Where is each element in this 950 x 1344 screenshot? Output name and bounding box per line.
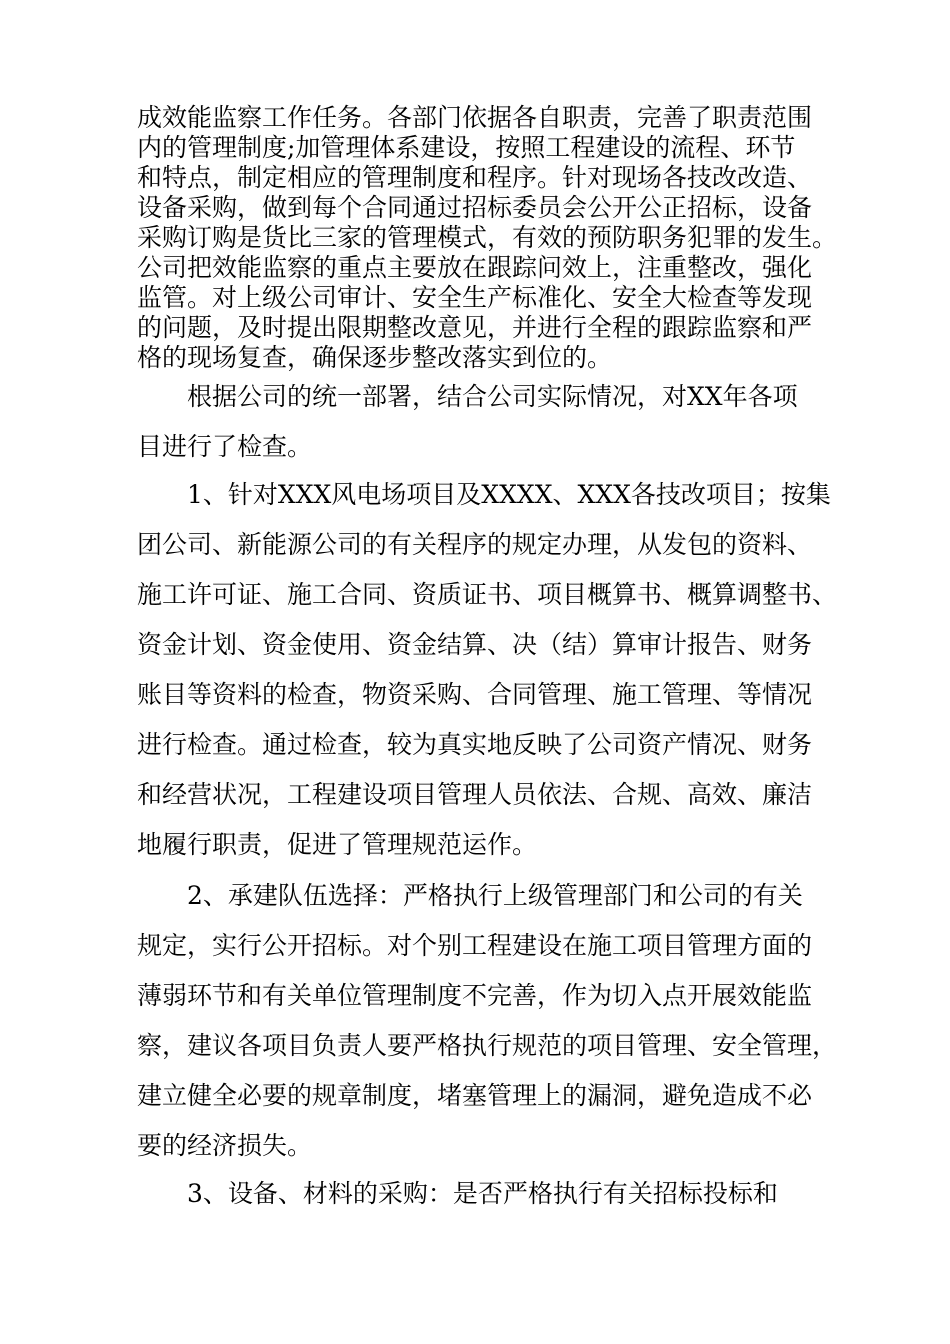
text-line: 格的现场复查，确保逐步整改落实到位的。 [137, 343, 613, 372]
text-line: 2、承建队伍选择：严格执行上级管理部门和公司的有关 [187, 881, 803, 910]
text-line: 账目等资料的检查，物资采购、合同管理、施工管理、等情况 [137, 680, 813, 709]
text-line: 内的管理制度;加管理体系建设，按照工程建设的流程、环节 [137, 133, 796, 162]
text-line: 进行检查。通过检查，较为真实地反映了公司资产情况、财务 [137, 730, 813, 759]
text-line: 和经营状况，工程建设项目管理人员依法、合规、高效、廉洁 [137, 780, 813, 809]
text-line: 资金计划、资金使用、资金结算、决（结）算审计报告、财务 [137, 630, 813, 659]
text-line: 3、设备、材料的采购：是否严格执行有关招标投标和 [187, 1179, 778, 1208]
paragraph-item-1 [137, 470, 857, 870]
text-line: 监管。对上级公司审计、安全生产标准化、安全大检查等发现 [137, 283, 813, 312]
text-line: 1、针对XXX风电场项目及XXXX、XXX各技改项目；按集 [187, 480, 831, 509]
paragraph-item-3 [137, 1169, 857, 1219]
text-line: 建立健全必要的规章制度，堵塞管理上的漏洞，避免造成不必 [137, 1081, 813, 1110]
text-line: 采购订购是货比三家的管理模式，有效的预防职务犯罪的发生。 [137, 223, 838, 252]
paragraph-item-2 [137, 871, 857, 1171]
text-line: 察，建议各项目负责人要严格执行规范的项目管理、安全管理， [137, 1031, 838, 1060]
text-line: 成效能监察工作任务。各部门依据各自职责，完善了职责范围 [137, 103, 813, 132]
text-line: 团公司、新能源公司的有关程序的规定办理，从发包的资料、 [137, 530, 813, 559]
text-line: 目进行了检查。 [137, 432, 313, 461]
text-line: 地履行职责，促进了管理规范运作。 [137, 830, 538, 859]
text-line: 公司把效能监察的重点主要放在跟踪问效上，注重整改，强化 [137, 253, 813, 282]
text-line: 根据公司的统一部署，结合公司实际情况，对XX年各项 [187, 382, 798, 411]
paragraph-intro [137, 372, 857, 472]
text-line: 薄弱环节和有关单位管理制度不完善，作为切入点开展效能监 [137, 981, 813, 1010]
text-line: 规定，实行公开招标。对个别工程建设在施工项目管理方面的 [137, 931, 813, 960]
text-line: 的问题，及时提出限期整改意见，并进行全程的跟踪监察和严 [137, 313, 813, 342]
text-line: 施工许可证、施工合同、资质证书、项目概算书、概算调整书、 [137, 580, 838, 609]
text-line: 要的经济损失。 [137, 1131, 313, 1160]
text-line: 设备采购，做到每个合同通过招标委员会公开公正招标，设备 [137, 193, 813, 222]
text-line: 和特点，制定相应的管理制度和程序。针对现场各技改改造、 [137, 163, 813, 192]
paragraph-efficiency-supervision [137, 103, 857, 373]
